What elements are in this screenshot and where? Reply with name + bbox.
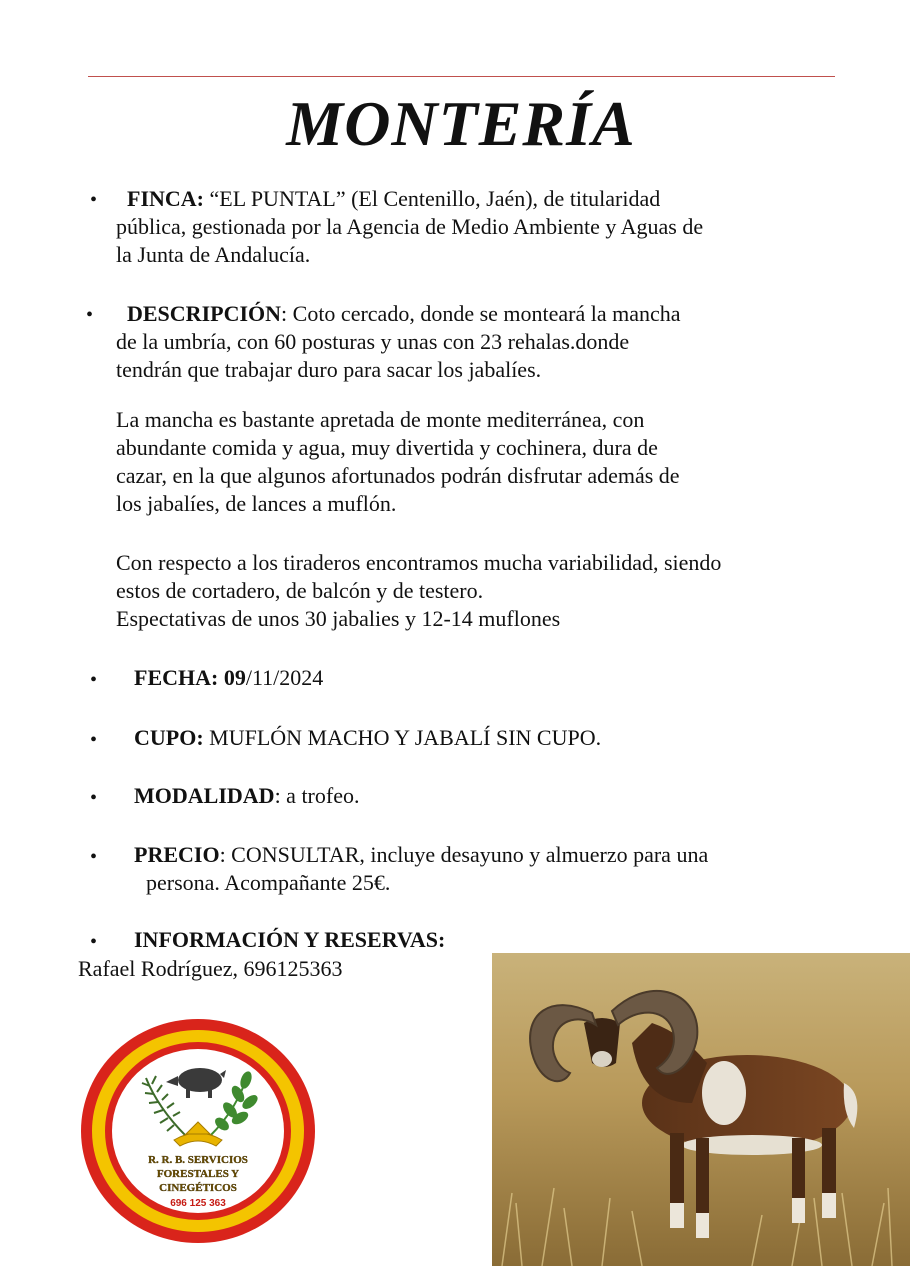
finca-label: FINCA: [127,186,204,211]
descripcion-paragraph-2 [116,406,806,518]
para3-line: Con respecto a los tiraderos encontramos mucha variabilidad, siendo [116,550,722,575]
modalidad-item [134,782,824,810]
top-divider [88,76,835,77]
cupo-value: MUFLÓN MACHO Y JABALÍ SIN CUPO. [209,725,602,750]
bullet-fecha: • [90,669,98,691]
info-item [134,926,824,954]
bullet-modalidad: • [90,787,98,809]
descripcion-paragraph-3 [116,549,806,633]
company-seal [78,1018,318,1248]
precio-line1: : CONSULTAR, incluye desayuno y almuerzo para una [219,842,709,867]
fecha-day: 09 [223,665,246,690]
cupo-item [134,724,824,752]
bullet-descripcion: • [86,304,94,326]
bullet-cupo: • [90,729,98,751]
finca-line3: la Junta de Andalucía. [116,242,311,267]
modalidad-value: : a trofeo. [274,783,360,808]
descripcion-item [116,300,806,384]
bullet-finca: • [90,189,98,211]
seal-phone: 696 125 363 [170,1198,226,1209]
seal-line1: R. R. B. SERVICIOS [148,1154,248,1166]
finca-line1: “EL PUNTAL” (El Centenillo, Jaén), de titularidad [209,186,661,211]
descripcion-line3: tendrán que trabajar duro para sacar los jabalíes. [116,357,542,382]
fecha-label: FECHA: [134,665,219,690]
modalidad-label: MODALIDAD [134,783,275,808]
bullet-info: • [90,931,98,953]
precio-item [134,841,814,897]
descripcion-line1: : Coto cercado, donde se monteará la mancha [281,301,681,326]
para2-line: La mancha es bastante apretada de monte mediterránea, con [116,407,645,432]
seal-line2: FORESTALES Y [156,1168,240,1180]
fecha-item [134,664,824,692]
contact-line: Rafael Rodríguez, 696125363 [78,956,343,981]
fecha-rest: /11/2024 [245,665,324,690]
para2-line: abundante comida y agua, muy divertida y cochinera, dura de [116,435,658,460]
seal-line3: CINEGÉTICOS [159,1182,237,1194]
para3-line: Espectativas de unos 30 jabalies y 12-14 muflones [116,606,561,631]
finca-item [116,185,806,269]
descripcion-line2: de la umbría, con 60 posturas y unas con 23 rehalas.donde [116,329,630,354]
para2-line: cazar, en la que algunos afortunados podrán disfrutar además de [116,463,680,488]
bullet-precio: • [90,846,98,868]
para2-line: los jabalíes, de lances a muflón. [116,491,397,516]
page-title: MONTERÍA [286,88,636,159]
descripcion-label: DESCRIPCIÓN [127,301,282,326]
mouflon-photo [492,953,910,1266]
precio-line2: persona. Acompañante 25€. [146,870,391,895]
cupo-label: CUPO: [134,725,204,750]
para3-line: estos de cortadero, de balcón y de testero. [116,578,484,603]
precio-label: PRECIO [134,842,220,867]
info-label: INFORMACIÓN Y RESERVAS: [134,927,446,952]
finca-line2: pública, gestionada por la Agencia de Medio Ambiente y Aguas de [116,214,704,239]
